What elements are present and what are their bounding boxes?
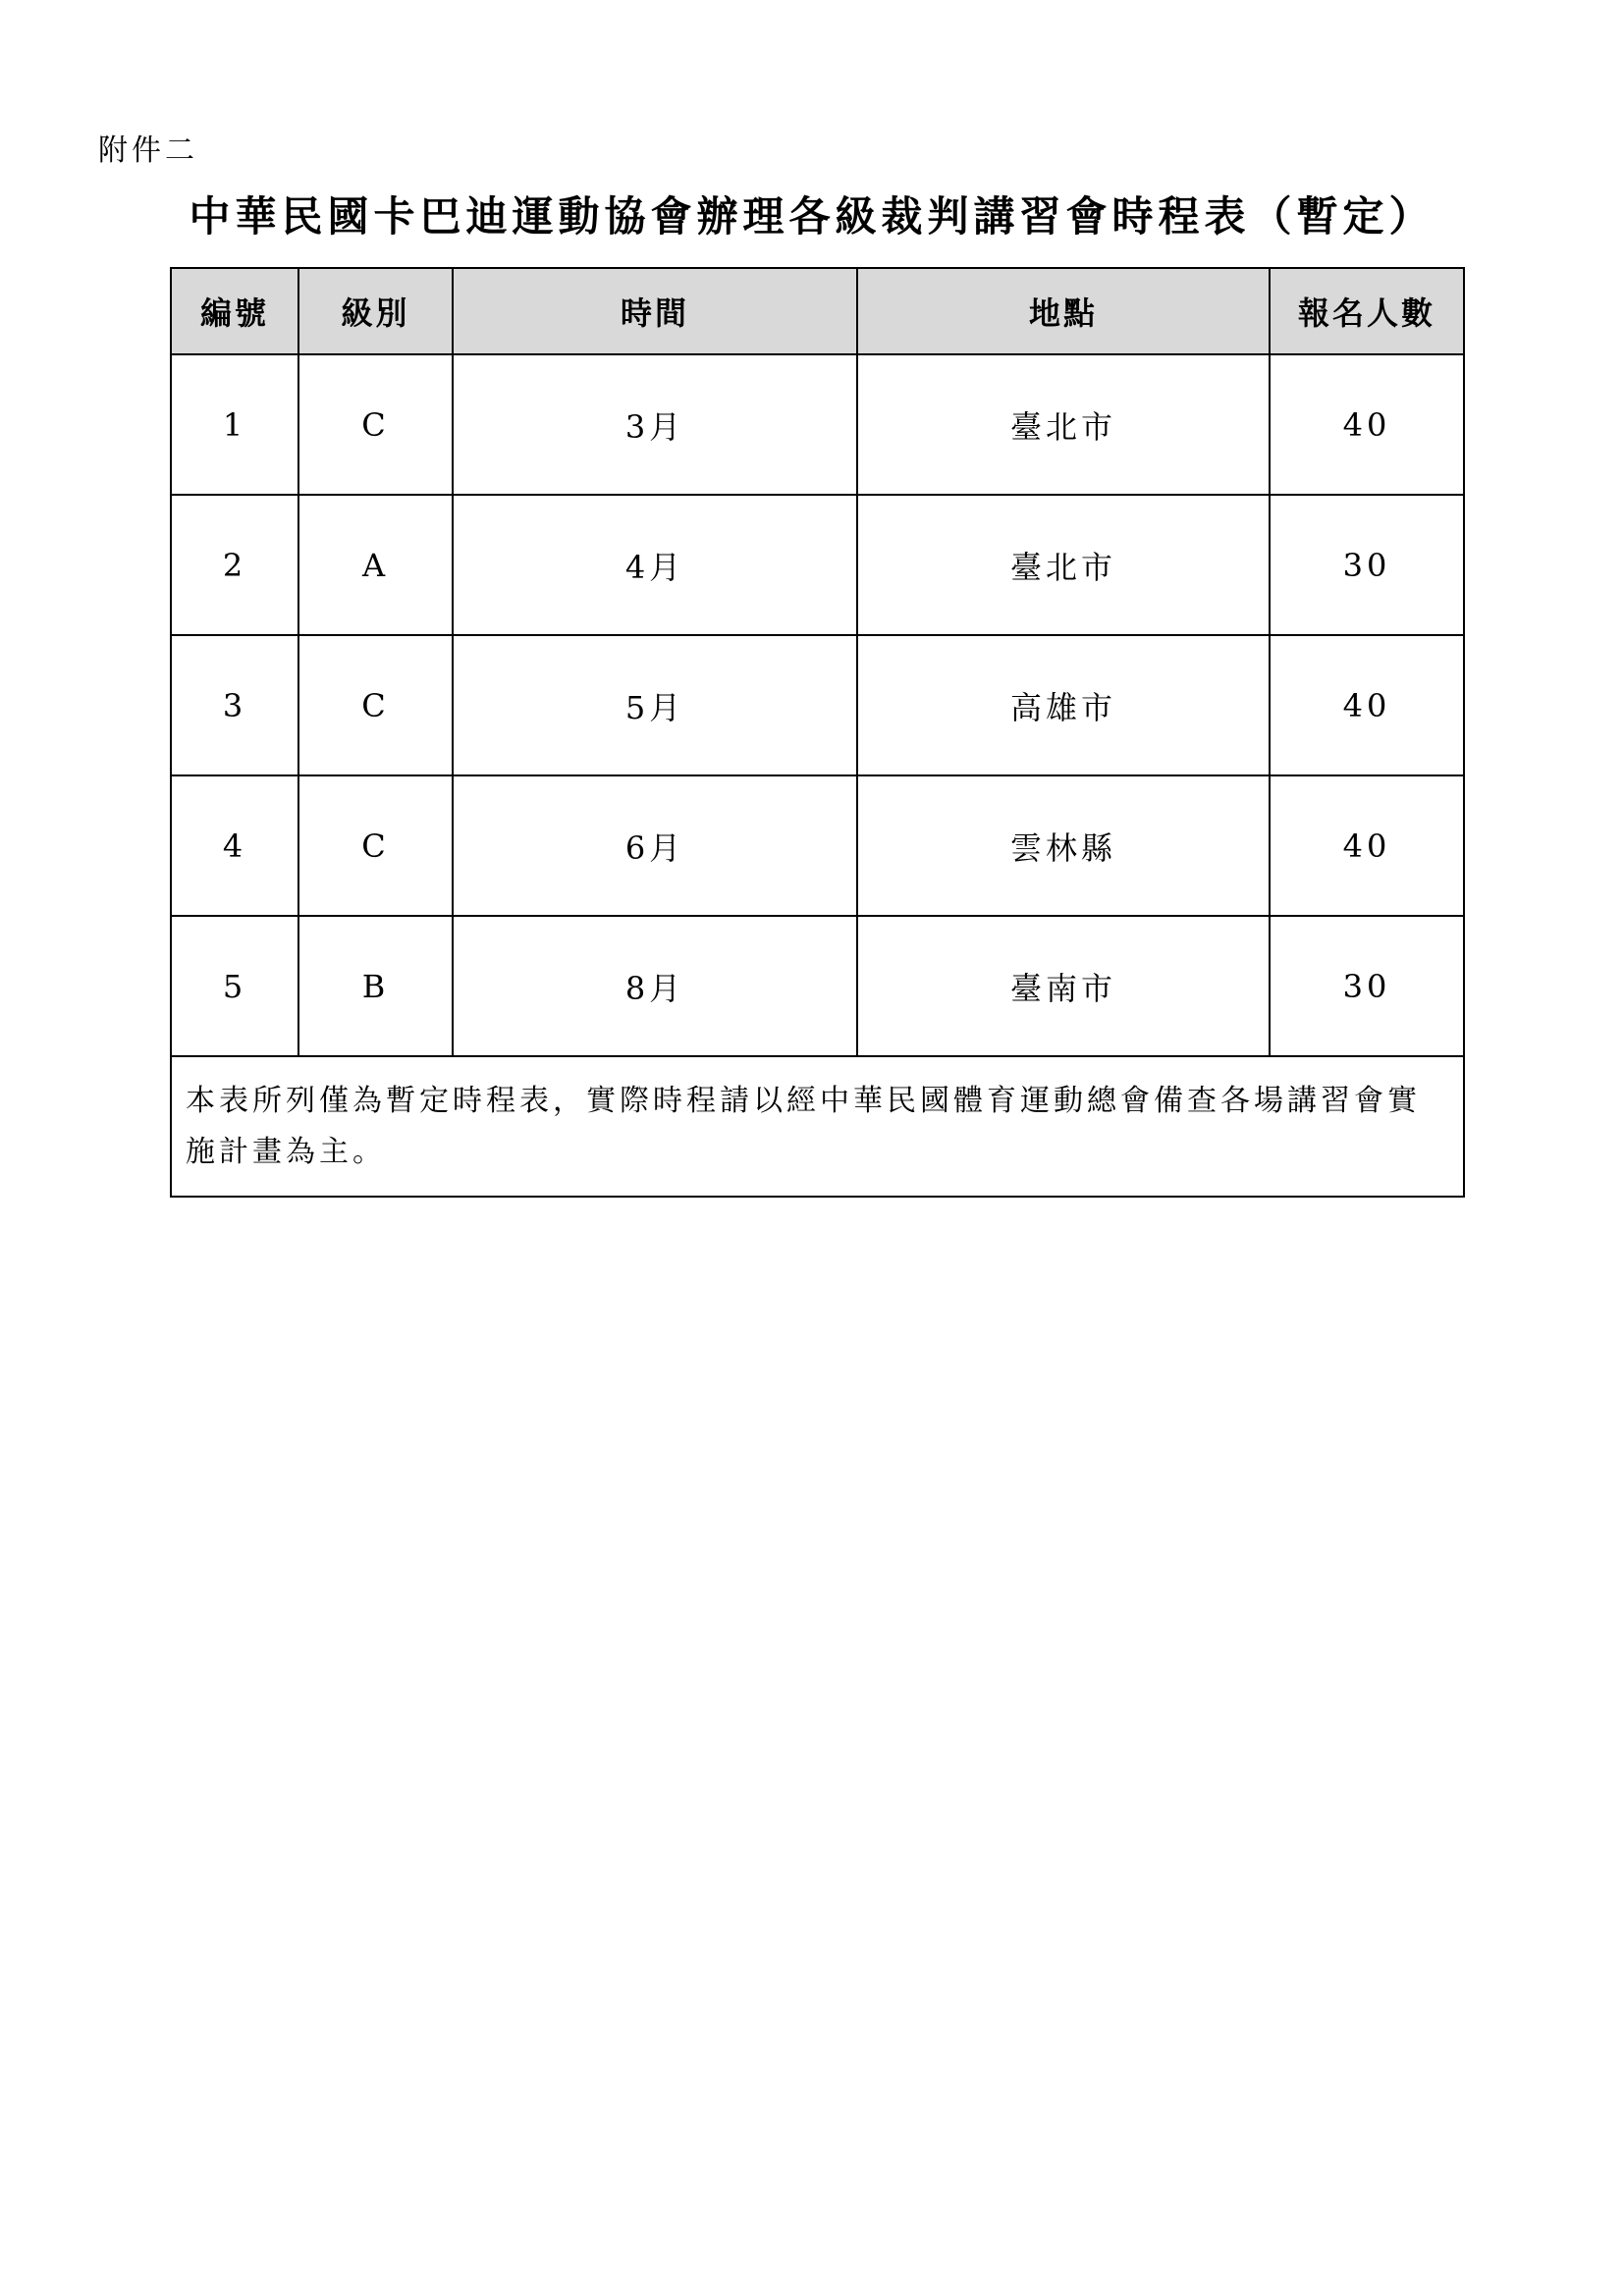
cell-registrants: 30 [1270, 916, 1464, 1056]
column-header-time: 時間 [453, 268, 857, 354]
cell-time: 3月 [453, 354, 857, 495]
cell-registrants: 40 [1270, 775, 1464, 916]
table-row [171, 354, 1464, 495]
cell-time: 8月 [453, 916, 857, 1056]
cell-registrants: 30 [1270, 495, 1464, 635]
cell-number: 2 [171, 495, 298, 635]
cell-number: 3 [171, 635, 298, 775]
table-row [171, 495, 1464, 635]
cell-time: 5月 [453, 635, 857, 775]
column-header-location: 地點 [857, 268, 1270, 354]
table-header-row [171, 268, 1464, 354]
table-note: 本表所列僅為暫定時程表，實際時程請以經中華民國體育運動總會備查各場講習會實施計畫為主。 [171, 1056, 1464, 1197]
attachment-label: 附件二 [98, 133, 198, 168]
document-title: 中華民國卡巴迪運動協會辦理各級裁判講習會時程表（暫定） [189, 192, 1435, 240]
column-header-registrants: 報名人數 [1270, 268, 1464, 354]
cell-registrants: 40 [1270, 354, 1464, 495]
table-row [171, 916, 1464, 1056]
cell-level: B [298, 916, 453, 1056]
schedule-table [170, 267, 1465, 1198]
cell-level: C [298, 775, 453, 916]
column-header-level: 級別 [298, 268, 453, 354]
cell-location: 臺北市 [857, 495, 1270, 635]
cell-number: 1 [171, 354, 298, 495]
table-row [171, 775, 1464, 916]
cell-location: 臺南市 [857, 916, 1270, 1056]
cell-level: C [298, 354, 453, 495]
cell-location: 雲林縣 [857, 775, 1270, 916]
cell-number: 4 [171, 775, 298, 916]
cell-location: 高雄市 [857, 635, 1270, 775]
cell-location: 臺北市 [857, 354, 1270, 495]
cell-level: C [298, 635, 453, 775]
cell-registrants: 40 [1270, 635, 1464, 775]
cell-number: 5 [171, 916, 298, 1056]
column-header-number: 編號 [171, 268, 298, 354]
cell-time: 4月 [453, 495, 857, 635]
table-row [171, 635, 1464, 775]
table-note-row [171, 1056, 1464, 1197]
cell-level: A [298, 495, 453, 635]
cell-time: 6月 [453, 775, 857, 916]
